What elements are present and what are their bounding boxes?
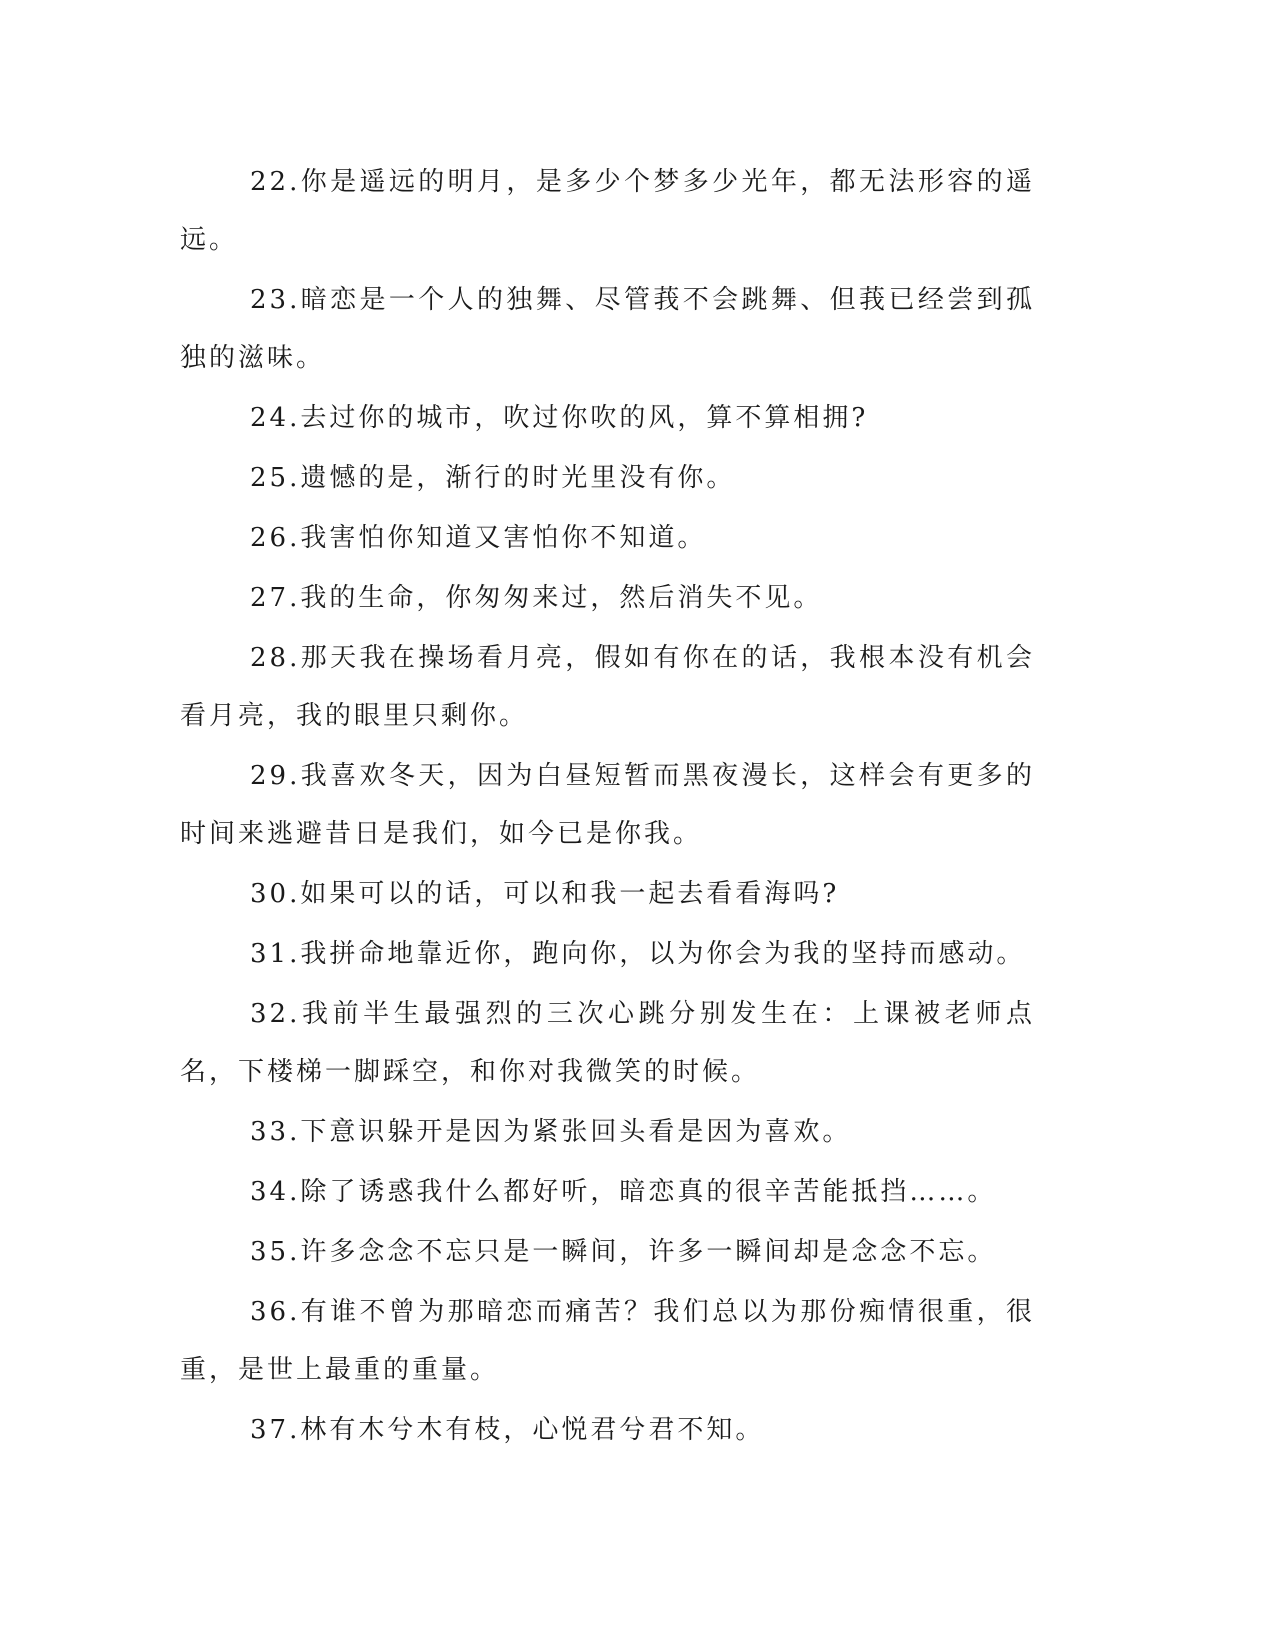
paragraph-29: 29.我喜欢冬天，因为白昼短暂而黑夜漫长，这样会有更多的时间来逃避昔日是我们，如今已是你我。 [180,761,1035,849]
paragraph-36: 36.有谁不曾为那暗恋而痛苦？我们总以为那份痴情很重，很重，是世上最重的重量。 [180,1297,1035,1385]
paragraph-31: 31.我拼命地靠近你，跑向你，以为你会为我的坚持而感动。 [250,939,1026,969]
paragraph-27: 27.我的生命，你匆匆来过，然后消失不见。 [250,583,823,613]
paragraph-26: 26.我害怕你知道又害怕你不知道。 [250,523,707,553]
paragraph-35: 35.许多念念不忘只是一瞬间，许多一瞬间却是念念不忘。 [250,1237,997,1267]
paragraph-24: 24.去过你的城市，吹过你吹的风，算不算相拥? [250,403,869,433]
paragraph-33: 33.下意识躲开是因为紧张回头看是因为喜欢。 [250,1117,852,1147]
paragraph-22: 22.你是遥远的明月，是多少个梦多少光年，都无法形容的遥远。 [180,167,1035,255]
paragraph-30: 30.如果可以的话，可以和我一起去看看海吗? [250,879,840,909]
paragraph-23: 23.暗恋是一个人的独舞、尽管莪不会跳舞、但莪已经尝到孤独的滋味。 [180,285,1035,373]
paragraph-37: 37.林有木兮木有枝，心悦君兮君不知。 [250,1415,765,1445]
paragraph-25: 25.遗憾的是，渐行的时光里没有你。 [250,463,736,493]
document-body [180,153,1035,1461]
paragraph-34: 34.除了诱惑我什么都好听，暗恋真的很辛苦能抵挡……。 [250,1177,997,1207]
paragraph-28: 28.那天我在操场看月亮，假如有你在的话，我根本没有机会看月亮，我的眼里只剩你。 [180,643,1035,731]
paragraph-32: 32.我前半生最强烈的三次心跳分别发生在：上课被老师点名，下楼梯一脚踩空，和你对我微笑的时候。 [180,999,1035,1087]
